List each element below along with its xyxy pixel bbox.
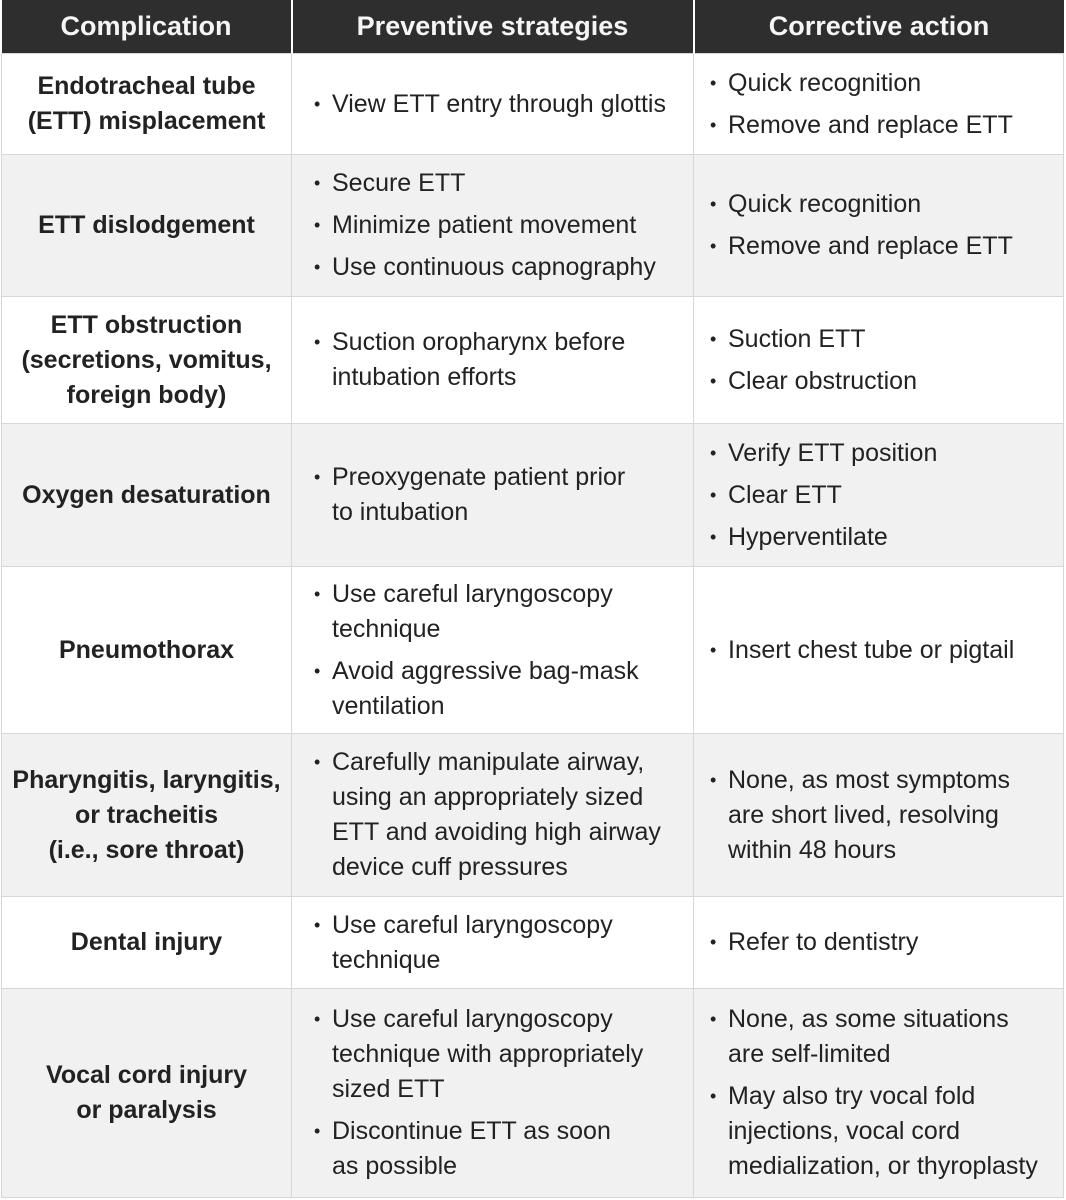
text-line: technique: [332, 614, 441, 643]
corrective-action-item: [710, 478, 1053, 513]
corrective-cell: [694, 897, 1064, 989]
text-line: (ETT) misplacement: [27, 107, 266, 135]
text-line: Dental injury: [70, 928, 223, 956]
text-line: (i.e., sore throat): [48, 835, 245, 864]
preventive-strategy-list: [292, 1002, 693, 1184]
text-line: ETT and avoiding high airway: [332, 818, 661, 846]
corrective-action-list: [694, 66, 1063, 143]
text-line: as possible: [332, 1152, 458, 1180]
corrective-action-item: [710, 66, 1053, 101]
preventive-strategy-item: [314, 908, 683, 978]
corrective-action-item: [710, 1002, 1053, 1072]
preventive-strategy-item: [314, 577, 683, 647]
corrective-action-item: [710, 187, 1053, 222]
complication-cell: [2, 155, 292, 297]
preventive-strategy-item: [314, 1114, 683, 1184]
text-line: technique: [332, 945, 441, 974]
preventive-strategy-item: [314, 460, 683, 530]
corrective-action-item: [710, 1079, 1053, 1184]
text-line: • Secure ETT: [332, 169, 466, 197]
text-line: • May also try vocal fold: [728, 1082, 976, 1110]
text-line: • None, as some situations: [728, 1005, 1009, 1033]
corrective-cell: [694, 989, 1064, 1198]
text-line: using an appropriately sized: [332, 783, 644, 811]
corrective-action-list: [694, 925, 1063, 960]
text-line: or paralysis: [76, 1096, 217, 1124]
corrective-action-item: [710, 520, 1053, 555]
corrective-action-item: [710, 364, 1053, 399]
text-line: • Clear obstruction: [728, 366, 917, 395]
text-line: • Quick recognition: [728, 190, 922, 218]
text-line: • Discontinue ETT as soon: [332, 1117, 611, 1145]
header-row: [2, 0, 1064, 54]
preventive-cell: [292, 567, 694, 734]
preventive-cell: [292, 297, 694, 424]
text-line: • Carefully manipulate airway,: [332, 748, 645, 776]
preventive-strategy-item: [314, 166, 683, 201]
text-line: • Use continuous capnography: [332, 253, 656, 281]
table-row: [2, 155, 1064, 297]
text-line: ETT obstruction: [50, 310, 243, 339]
text-line: Vocal cord injury: [46, 1061, 247, 1089]
corrective-action-list: [694, 633, 1063, 668]
text-line: • Suction oropharynx before: [332, 328, 626, 356]
text-line: • Minimize patient movement: [332, 211, 637, 239]
complication-cell: [2, 54, 292, 155]
text-line: • Clear ETT: [728, 480, 842, 509]
preventive-strategy-item: [314, 87, 683, 122]
corrective-action-item: [710, 633, 1053, 668]
text-line: • Avoid aggressive bag-mask: [332, 656, 639, 685]
text-line: Endotracheal tube: [37, 72, 256, 100]
corrective-action-item: [710, 229, 1053, 264]
text-line: foreign body): [66, 380, 227, 409]
text-line: • Use careful laryngoscopy: [332, 910, 613, 939]
text-line: ventilation: [332, 691, 445, 720]
text-line: to intubation: [332, 498, 469, 526]
corrective-cell: [694, 424, 1064, 567]
text-line: technique with appropriately: [332, 1040, 644, 1068]
table-row: [2, 297, 1064, 424]
complication-cell: [2, 567, 292, 734]
preventive-cell: [292, 734, 694, 897]
preventive-strategy-item: [314, 250, 683, 285]
corrective-action-item: [710, 322, 1053, 357]
text-line: • None, as most symptoms: [728, 765, 1011, 794]
preventive-strategy-item: [314, 654, 683, 724]
corrective-action-item: [710, 436, 1053, 471]
text-line: • Preoxygenate patient prior: [332, 463, 626, 491]
preventive-strategy-item: [314, 325, 683, 395]
corrective-action-item: [710, 763, 1053, 868]
preventive-strategy-list: [292, 166, 693, 285]
corrective-action-item: [710, 925, 1053, 960]
text-line: intubation efforts: [332, 363, 517, 391]
corrective-action-list: [694, 322, 1063, 399]
corrective-action-list: [694, 1002, 1063, 1184]
table-row: [2, 424, 1064, 567]
complication-cell: [2, 424, 292, 567]
table-row: [2, 734, 1064, 897]
text-line: injections, vocal cord: [728, 1117, 961, 1145]
text-line: within 48 hours: [728, 835, 897, 864]
text-line: medialization, or thyroplasty: [728, 1152, 1038, 1180]
text-line: are short lived, resolving: [728, 800, 999, 829]
preventive-cell: [292, 424, 694, 567]
text-line: • Remove and replace ETT: [728, 232, 1013, 260]
text-line: • Remove and replace ETT: [728, 110, 1013, 139]
text-line: Pneumothorax: [58, 635, 235, 664]
complication-cell: [2, 897, 292, 989]
preventive-cell: [292, 897, 694, 989]
text-line: Oxygen desaturation: [22, 480, 271, 509]
preventive-strategy-item: [314, 745, 683, 885]
corrective-action-list: [694, 436, 1063, 555]
text-line: • Use careful laryngoscopy: [332, 579, 613, 608]
preventive-strategy-list: [292, 325, 693, 395]
corrective-action-list: [694, 187, 1063, 264]
text-line: • Suction ETT: [728, 324, 866, 353]
preventive-strategy-list: [292, 745, 693, 885]
text-line: ETT dislodgement: [38, 211, 255, 239]
corrective-cell: [694, 54, 1064, 155]
preventive-strategy-item: [314, 208, 683, 243]
complication-cell: [2, 297, 292, 424]
text-line: • Use careful laryngoscopy: [332, 1005, 613, 1033]
complication-cell: [2, 734, 292, 897]
text-line: • View ETT entry through glottis: [332, 89, 666, 118]
text-line: or tracheitis: [74, 800, 219, 829]
text-line: (secretions, vomitus,: [21, 345, 272, 374]
corrective-cell: [694, 297, 1064, 424]
complication-cell: [2, 989, 292, 1198]
text-line: sized ETT: [332, 1075, 445, 1103]
header-corrective-action: Corrective action: [694, 0, 1064, 54]
preventive-strategy-list: [292, 908, 693, 978]
text-line: device cuff pressures: [332, 853, 568, 881]
table-row: [2, 567, 1064, 734]
table-row: [2, 54, 1064, 155]
text-line: • Quick recognition: [728, 68, 922, 97]
corrective-cell: [694, 155, 1064, 297]
corrective-cell: [694, 734, 1064, 897]
text-line: are self-limited: [728, 1040, 891, 1068]
text-line: • Hyperventilate: [728, 522, 888, 551]
table-body: [2, 54, 1064, 1198]
preventive-strategy-list: [292, 577, 693, 724]
text-line: • Verify ETT position: [728, 438, 938, 467]
preventive-strategy-item: [314, 1002, 683, 1107]
table-row: [2, 897, 1064, 989]
table-row: [2, 989, 1064, 1198]
preventive-strategy-list: [292, 460, 693, 530]
header-complication: Complication: [2, 0, 292, 54]
preventive-cell: [292, 989, 694, 1198]
preventive-cell: [292, 155, 694, 297]
corrective-cell: [694, 567, 1064, 734]
header-preventive-strategies: Preventive strategies: [292, 0, 694, 54]
text-line: Pharyngitis, laryngitis,: [12, 765, 281, 794]
text-line: • Refer to dentistry: [728, 928, 919, 956]
corrective-action-item: [710, 108, 1053, 143]
corrective-action-list: [694, 763, 1063, 868]
text-line: • Insert chest tube or pigtail: [728, 635, 1015, 664]
complications-table: [1, 0, 1064, 1198]
preventive-strategy-list: [292, 87, 693, 122]
preventive-cell: [292, 54, 694, 155]
